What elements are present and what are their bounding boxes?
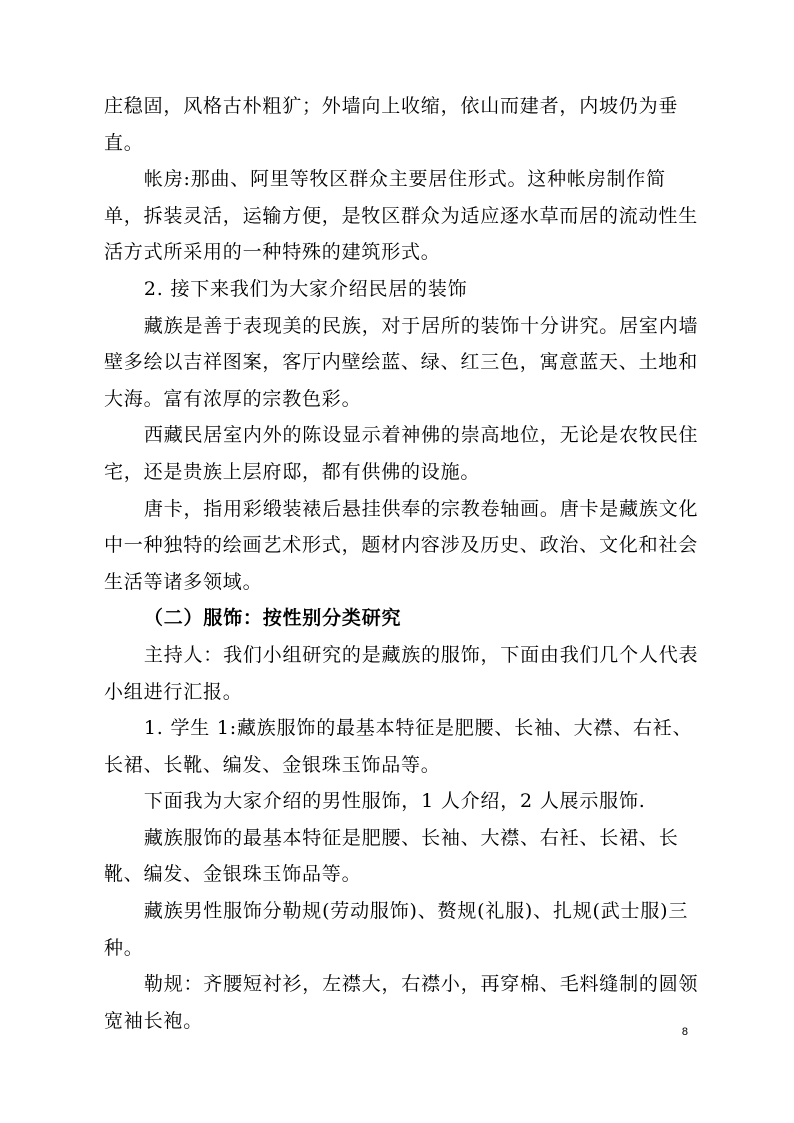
paragraph: 2. 接下来我们为大家介绍民居的装饰 [143,277,468,300]
paragraph: 下面我为大家介绍的男性服饰，1 人介绍，2 人展示服饰. [143,790,646,813]
paragraph: 藏族是善于表现美的民族，对于居所的装饰十分讲究。居室内墙壁多绘以吉祥图案，客厅内壁绘蓝、绿、红三色，寓意蓝天、土地和大海。富有浓厚的宗教色彩。 [104,314,699,410]
paragraph: 藏族服饰的最基本特征是肥腰、长袖、大襟、右衽、长裙、长靴、编发、金银珠玉饰品等。 [104,826,679,886]
section-heading: （二）服饰：按性别分类研究 [143,607,402,630]
paragraph: 1. 学生 1:藏族服饰的最基本特征是肥腰、长袖、大襟、右衽、长裙、长靴、编发、金银珠玉饰品等。 [104,717,693,776]
paragraph: 西藏民居室内外的陈设显示着神佛的崇高地位，无论是农牧民住宅，还是贵族上层府邸，都有供佛的设施。 [104,424,699,483]
paragraph: 帐房:那曲、阿里等牧区群众主要居住形式。这种帐房制作简单，拆装灵活，运输方便，是牧区群众为适应逐水草而居的流动性生活方式所采用的一种特殊的建筑形式。 [104,168,699,264]
paragraph: 藏族男性服饰分勒规(劳动服饰)、赘规(礼服)、扎规(武士服)三种。 [104,900,689,959]
body-text [104,88,700,1039]
paragraph: 唐卡，指用彩缎装裱后悬挂供奉的宗教卷轴画。唐卡是藏族文化中一种独特的绘画艺术形式，题材内容涉及历史、政治、文化和社会生活等诸多领域。 [104,497,699,593]
paragraph: 庄稳固，风格古朴粗犷；外墙向上收缩，依山而建者，内坡仍为垂直。 [104,95,679,154]
paragraph: 主持人：我们小组研究的是藏族的服饰，下面由我们几个人代表小组进行汇报。 [104,643,699,703]
paragraph: 勒规：齐腰短衬衫，左襟大，右襟小，再穿棉、毛料缝制的圆领宽袖长袍。 [104,973,699,1032]
page-number: 8 [681,1026,688,1038]
